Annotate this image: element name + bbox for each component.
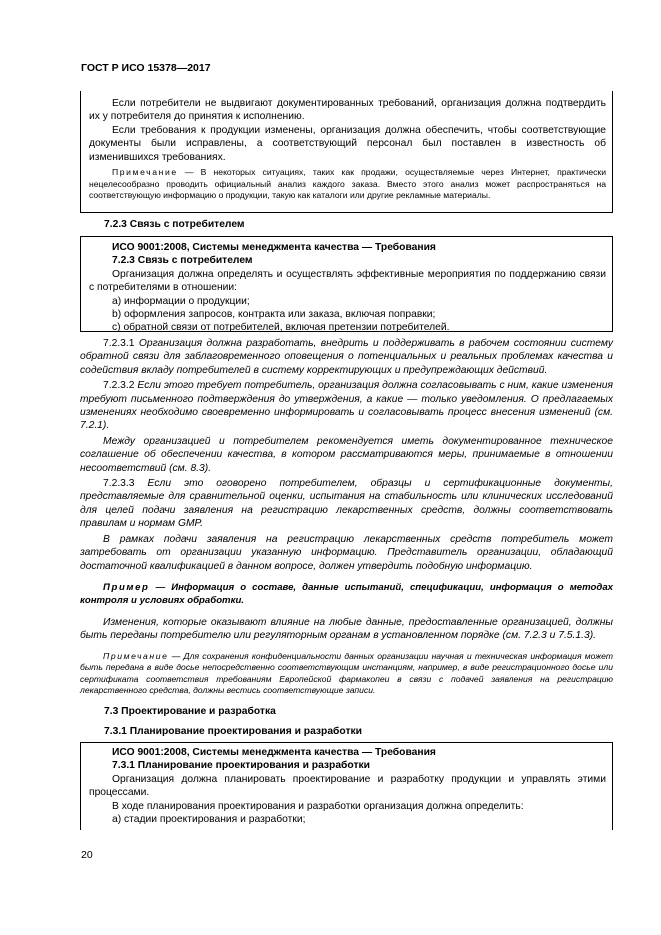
document-header: ГОСТ Р ИСО 15378—2017 xyxy=(81,62,211,74)
iso-quote-box-7-3-1 xyxy=(80,742,613,830)
paragraph: В рамках подачи заявления на регистрацию лекарственных средств потребитель может затребовать от организации указанную информацию. Представитель организации, обладающий достаточной квалификацией в данном вопросе, должен утвердить подобную информацию. xyxy=(80,533,613,572)
clause-text: Если этого требует потребитель, организация должна согласовывать с ним, какие изменения требуют письменного подтверждения до утверждения, а какие — только уведомления. О предлагаемых изменениях необходимо своевременно информировать и согласовывать процесс внесения изменений (см. 7.2.1). xyxy=(80,380,613,432)
paragraph: Если потребители не выдвигают документированных требований, организация должна подтвердить их у потребителя до принятия к исполнению. xyxy=(89,98,606,123)
note-label: Примечание xyxy=(112,167,178,178)
iso-quote-box-7-2-3 xyxy=(80,236,613,332)
clause-number: 7.2.3.1 xyxy=(103,338,135,349)
example-label: Пример xyxy=(103,581,150,593)
paragraph: В ходе планирования проектирования и разработки организация должна определить: xyxy=(112,800,524,812)
paragraph: Между организацией и потребителем рекомендуется иметь документированное техническое соглашение об обеспечении качества, в котором рассматриваются меры, принимаемые в отношении несоответствий (см. 8.3). xyxy=(80,435,613,474)
section-heading-7-3-1: 7.3.1 Планирование проектирования и разработки xyxy=(104,726,362,737)
paragraph-7-2-3-1 xyxy=(80,337,613,377)
note xyxy=(89,167,606,202)
example-text: — Информация о составе, данные испытаний, спецификации, информация о методах контроля и условиях обработки. xyxy=(80,581,613,607)
main-text xyxy=(80,337,613,697)
note-label: Примечание xyxy=(103,650,169,661)
note xyxy=(80,651,613,697)
quote-intro: Организация должна определять и осуществлять эффективные мероприятия по поддержанию связи с потребителями в отношении: xyxy=(89,268,606,294)
clause-number: 7.2.3.3 xyxy=(103,478,135,490)
page-number: 20 xyxy=(81,849,93,861)
paragraph: Изменения, которые оказывают влияние на любые данные, предоставленные организацией, должны быть переданы потребителю или регуляторным органам в установленном порядке (см. 7.2.3 и 7.5.1.3). xyxy=(80,616,613,642)
quote-title: ИСО 9001:2008, Системы менеджмента качества — Требования xyxy=(112,242,436,253)
list-item: c) обратной связи от потребителей, включая претензии потребителей. xyxy=(112,322,450,334)
note-text: — Для сохранения конфиденциальности данных организации научная и техническая информация может быть передана в виде досье непосредственно соответствующим инстанциям, например, в виде регистрационного досье или сертификата соответствия требованиям Европейской фармакопеи в связи с подачей заявления на регистрацию лекарственного средства, должны вестись соответствующие записи. xyxy=(80,650,613,696)
quote-subtitle: 7.3.1 Планирование проектирования и разработки xyxy=(112,760,370,772)
list-item: а) стадии проектирования и разработки; xyxy=(112,814,306,826)
paragraph-7-2-3-3 xyxy=(80,477,613,531)
paragraph: Если требования к продукции изменены, организация должна обеспечить, чтобы соответствующие документы были исправлены, а соответствующий персонал был поставлен в известность об изменившихся требованиях. xyxy=(89,124,606,163)
clause-number: 7.2.3.2 xyxy=(103,380,135,392)
section-heading-7-2-3: 7.2.3 Связь с потребителем xyxy=(104,219,245,230)
quote-title: ИСО 9001:2008, Системы менеджмента качества — Требования xyxy=(112,747,436,758)
paragraph: Организация должна планировать проектирование и разработку продукции и управлять этими процессами. xyxy=(89,773,606,799)
clause-text: Организация должна разработать, внедрить и поддерживать в рабочем состоянии систему обратной связи для заблаговременного оповещения о потенциальных и реальных проблемах качества и содействия вкладу потребителей в систему корректирующих и предупреждающих действий. xyxy=(80,338,613,376)
quote-box-continuation xyxy=(80,91,613,213)
quote-subtitle: 7.2.3 Связь с потребителем xyxy=(112,255,253,267)
note-text: — В некоторых ситуациях, таких как продажи, осуществляемые через Интернет, практически нецелесообразно проводить официальный анализ каждого заказа. Вместо этого анализ может распространяться на соответствующую информацию о продукции, такую как каталоги или другие рекламные материалы. xyxy=(89,167,606,201)
example xyxy=(80,581,613,608)
paragraph-7-2-3-2 xyxy=(80,379,613,433)
list-item: a) информации о продукции; xyxy=(112,295,250,307)
clause-text: Если это оговорено потребителем, образцы и сертификационные документы, представляемые для сравнительной оценки, испытания на стабильность или клинических исследований для целей подачи заявления на регистрацию лекарственных средств, должны соответствовать правилам и нормам GMP. xyxy=(80,478,613,530)
list-item: b) оформления запросов, контракта или заказа, включая поправки; xyxy=(112,309,436,321)
section-heading-7-3: 7.3 Проектирование и разработка xyxy=(104,706,276,717)
